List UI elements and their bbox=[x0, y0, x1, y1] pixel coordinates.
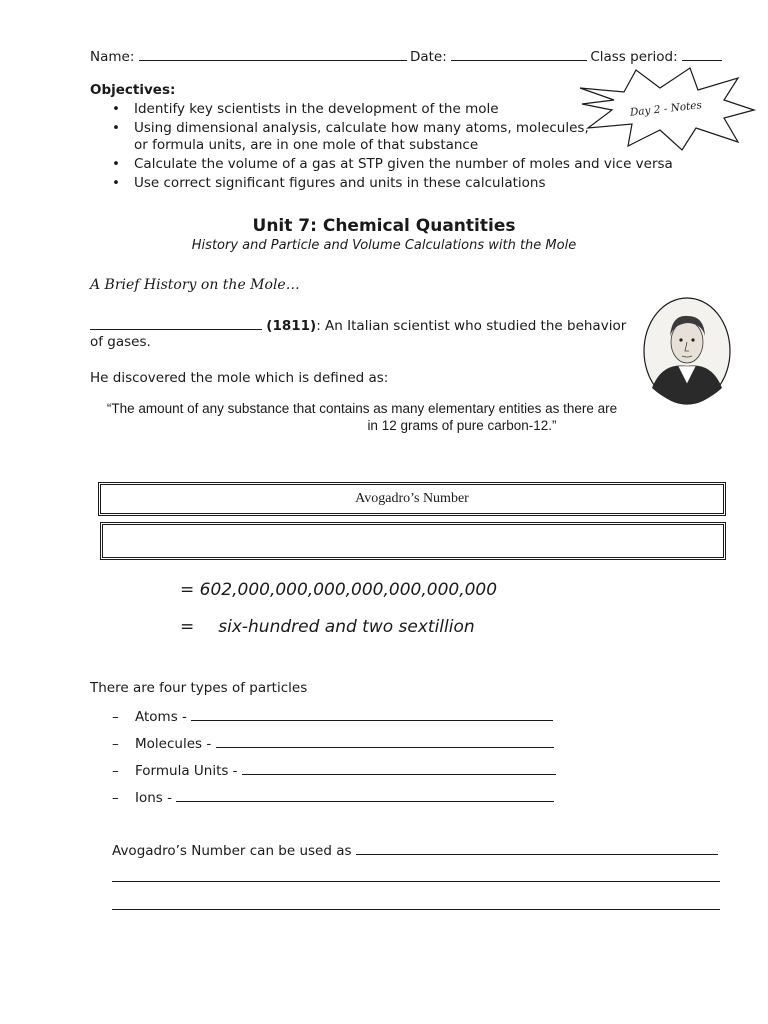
unit-subtitle: History and Particle and Volume Calculations with the Mole bbox=[191, 238, 577, 253]
day-notes-badge bbox=[578, 66, 756, 152]
unit-title: Unit 7: Chemical Quantities bbox=[252, 216, 516, 236]
avogadro-label: Avogadro’s Number bbox=[355, 491, 469, 506]
particle-item: – Atoms - bbox=[112, 707, 553, 725]
avogadro-words: = six-hundred and two sextillion bbox=[180, 617, 475, 637]
avogadro-label-box bbox=[98, 482, 726, 516]
avogadro-answer-box[interactable] bbox=[100, 522, 726, 560]
objectives-title: Objectives: bbox=[90, 82, 176, 98]
avogadro-portrait bbox=[642, 296, 732, 406]
avogadro-usage: Avogadro’s Number can be used as bbox=[112, 841, 718, 859]
history-heading: A Brief History on the Mole… bbox=[90, 277, 300, 293]
answer-line[interactable] bbox=[112, 881, 720, 882]
scientist-line: (1811): An Italian scientist who studied the behavior bbox=[90, 316, 626, 334]
objective-item: • Using dimensional analysis, calculate how many atoms, molecules, bbox=[112, 120, 589, 136]
particle-item: – Formula Units - bbox=[112, 761, 556, 779]
name-field[interactable]: Name: bbox=[90, 47, 407, 65]
class-period-field[interactable]: Class period: bbox=[590, 47, 722, 65]
objective-item: • Identify key scientists in the development of the mole bbox=[112, 101, 499, 117]
objective-item-cont: or formula units, are in one mole of that substance bbox=[134, 137, 479, 153]
mole-definition-quote: “The amount of any substance that contains as many elementary entities as there are in 12 grams of pure carbon-12.” bbox=[106, 401, 618, 433]
scientist-year: (1811) bbox=[266, 318, 317, 334]
objective-item: • Use correct significant figures and units in these calculations bbox=[112, 175, 546, 191]
objective-item: • Calculate the volume of a gas at STP given the number of moles and vice versa bbox=[112, 156, 673, 172]
discovered-text: He discovered the mole which is defined as: bbox=[90, 370, 389, 386]
particles-intro: There are four types of particles bbox=[90, 680, 308, 696]
particle-item: – Ions - bbox=[112, 788, 554, 806]
scientist-line-2: of gases. bbox=[90, 334, 151, 350]
badge-text: Day 2 - Notes bbox=[629, 99, 703, 119]
avogadro-number: = 602,000,000,000,000,000,000,000 bbox=[180, 580, 498, 600]
answer-line[interactable] bbox=[112, 909, 720, 910]
header-row bbox=[90, 47, 722, 65]
particle-item: – Molecules - bbox=[112, 734, 554, 752]
scientist-blank[interactable] bbox=[90, 316, 262, 330]
date-field[interactable]: Date: bbox=[410, 47, 587, 65]
